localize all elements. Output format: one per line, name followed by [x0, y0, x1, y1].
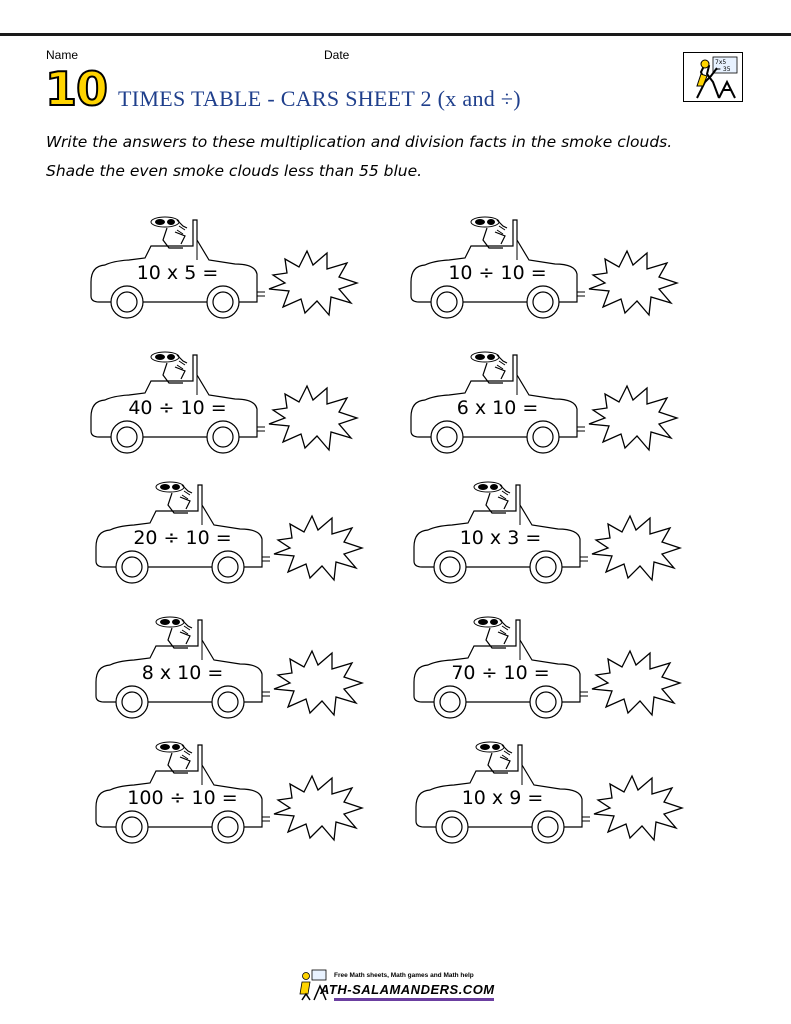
- fact-right-1: 10 ÷ 10 =: [448, 262, 547, 284]
- smoke-cloud[interactable]: [588, 645, 683, 720]
- top-rule: [0, 33, 791, 36]
- driver-figure: [474, 482, 510, 513]
- fact-left-1: 10 x 5 =: [136, 262, 219, 284]
- smoke-cloud[interactable]: [270, 510, 365, 585]
- fact-right-4: 70 ÷ 10 =: [451, 662, 550, 684]
- car-right-2: [405, 345, 695, 465]
- driver-figure: [471, 217, 507, 248]
- smoke-cloud[interactable]: [265, 380, 360, 455]
- fact-left-5: 100 ÷ 10 =: [127, 787, 238, 809]
- smoke-cloud[interactable]: [588, 510, 683, 585]
- driver-figure: [156, 482, 192, 513]
- driver-figure: [156, 617, 192, 648]
- date-label: Date: [324, 48, 350, 62]
- driver-figure: [156, 742, 192, 773]
- page-title: TIMES TABLE - CARS SHEET 2 (x and ÷): [118, 86, 521, 111]
- instruction-line-1: Write the answers to these multiplication and division facts in the smoke clouds.: [46, 133, 673, 151]
- fact-left-3: 20 ÷ 10 =: [133, 527, 232, 549]
- driver-figure: [151, 352, 187, 383]
- fact-right-5: 10 x 9 =: [461, 787, 544, 809]
- smoke-cloud[interactable]: [585, 380, 680, 455]
- instructions: [46, 128, 746, 186]
- footer-underline: [334, 998, 494, 1001]
- driver-figure: [476, 742, 512, 773]
- car-left-5: [90, 735, 380, 855]
- instruction-line-2: Shade the even smoke clouds less than 55 blue.: [46, 162, 423, 180]
- car-right-1: [405, 210, 695, 330]
- table-number: 10: [45, 62, 108, 116]
- driver-figure: [474, 617, 510, 648]
- car-left-3: [90, 475, 380, 595]
- fact-right-3: 10 x 3 =: [459, 527, 542, 549]
- footer-tagline: Free Math sheets, Math games and Math help: [334, 972, 474, 979]
- smoke-cloud[interactable]: [590, 770, 685, 845]
- footer-logo: [296, 966, 506, 1006]
- smoke-cloud[interactable]: [270, 770, 365, 845]
- fact-left-2: 40 ÷ 10 =: [128, 397, 227, 419]
- smoke-cloud[interactable]: [585, 245, 680, 320]
- car-left-1: [85, 210, 375, 330]
- smoke-cloud[interactable]: [265, 245, 360, 320]
- driver-figure: [471, 352, 507, 383]
- car-left-4: [90, 610, 380, 730]
- car-right-4: [408, 610, 698, 730]
- logo-board-text-2: = 35: [716, 66, 731, 73]
- car-left-2: [85, 345, 375, 465]
- footer-brand: ATH-SALAMANDERS.COM: [320, 982, 495, 997]
- name-label: Name: [46, 48, 79, 62]
- driver-figure: [151, 217, 187, 248]
- smoke-cloud[interactable]: [270, 645, 365, 720]
- logo-board-text-1: 7x5: [715, 59, 727, 66]
- fact-right-2: 6 x 10 =: [456, 397, 539, 419]
- car-right-5: [410, 735, 700, 855]
- car-right-3: [408, 475, 698, 595]
- salamander-logo: [683, 52, 743, 102]
- fact-left-4: 8 x 10 =: [141, 662, 224, 684]
